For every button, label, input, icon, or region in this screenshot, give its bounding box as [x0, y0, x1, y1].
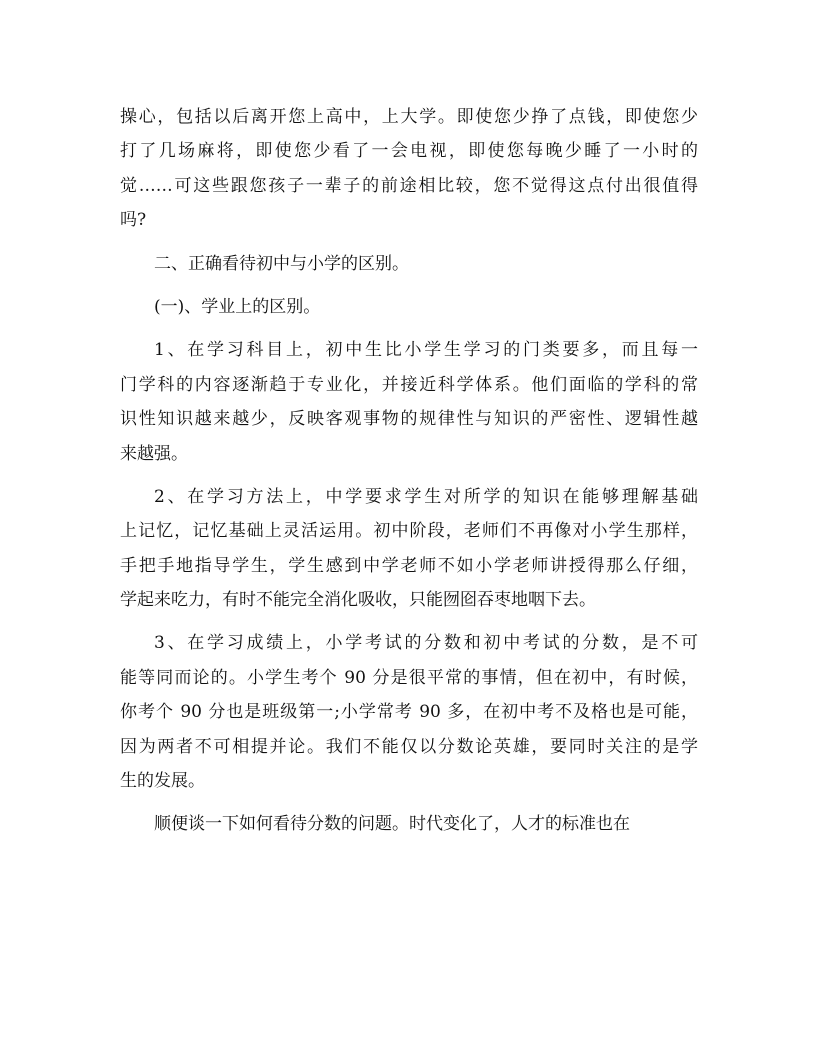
text-line: 手把手地指导学生，学生感到中学老师不如小学老师讲授得那么仔细， — [120, 555, 698, 576]
text-line: 识性知识越来越少，反映客观事物的规律性与知识的严密性、逻辑性越 — [120, 409, 698, 430]
text-line: 能等同而论的。小学生考个 90 分是很平常的事情，但在初中，有时候， — [120, 667, 698, 688]
text-line: 上记忆，记忆基础上灵活运用。初中阶段，老师们不再像对小学生那样， — [120, 521, 698, 542]
text-line: 3、在学习成绩上，小学考试的分数和初中考试的分数，是不可 — [154, 633, 698, 654]
text-line: 顺便谈一下如何看待分数的问题。时代变化了，人才的标准也在 — [154, 814, 630, 835]
text-line: 生的发展。 — [120, 771, 205, 792]
text-line: 因为两者不可相提并论。我们不能仅以分数论英雄，要同时关注的是学 — [120, 736, 698, 757]
text-line: 2、在学习方法上，中学要求学生对所学的知识在能够理解基础 — [154, 486, 698, 507]
paragraph-p7 — [120, 807, 698, 841]
paragraph-spacer — [120, 238, 698, 247]
text-line: 来越强。 — [120, 443, 188, 464]
paragraph-p4 — [120, 333, 698, 471]
text-line: 打了几场麻将，即使您少看了一会电视，即使您每晚少睡了一小时的 — [120, 141, 698, 162]
text-line: 1、在学习科目上，初中生比小学生学习的门类要多，而且每一 — [154, 340, 698, 361]
paragraph-p6 — [120, 626, 698, 798]
paragraph-p3 — [120, 290, 698, 324]
paragraph-spacer — [120, 617, 698, 626]
paragraph-p5 — [120, 480, 698, 618]
paragraph-p1 — [120, 100, 698, 238]
paragraph-spacer — [120, 471, 698, 480]
text-line: 觉……可这些跟您孩子一辈子的前途相比较，您不觉得这点付出很值得 — [120, 175, 698, 196]
text-line: 吗? — [120, 210, 147, 231]
paragraph-spacer — [120, 281, 698, 290]
text-line: 二、正确看待初中与小学的区别。 — [154, 253, 409, 274]
document-body — [120, 100, 698, 842]
paragraph-spacer — [120, 798, 698, 807]
text-line: 学起来吃力，有时不能完全消化吸收，只能囫囵吞枣地咽下去。 — [120, 590, 596, 611]
paragraph-spacer — [120, 324, 698, 333]
paragraph-p2 — [120, 247, 698, 281]
text-line: 门学科的内容逐渐趋于专业化，并接近科学体系。他们面临的学科的常 — [120, 374, 698, 395]
text-line: (一)、学业上的区别。 — [154, 296, 321, 317]
text-line: 你考个 90 分也是班级第一;小学常考 90 多，在初中考不及格也是可能， — [120, 702, 698, 723]
text-line: 操心，包括以后离开您上高中，上大学。即使您少挣了点钱，即使您少 — [120, 107, 698, 127]
